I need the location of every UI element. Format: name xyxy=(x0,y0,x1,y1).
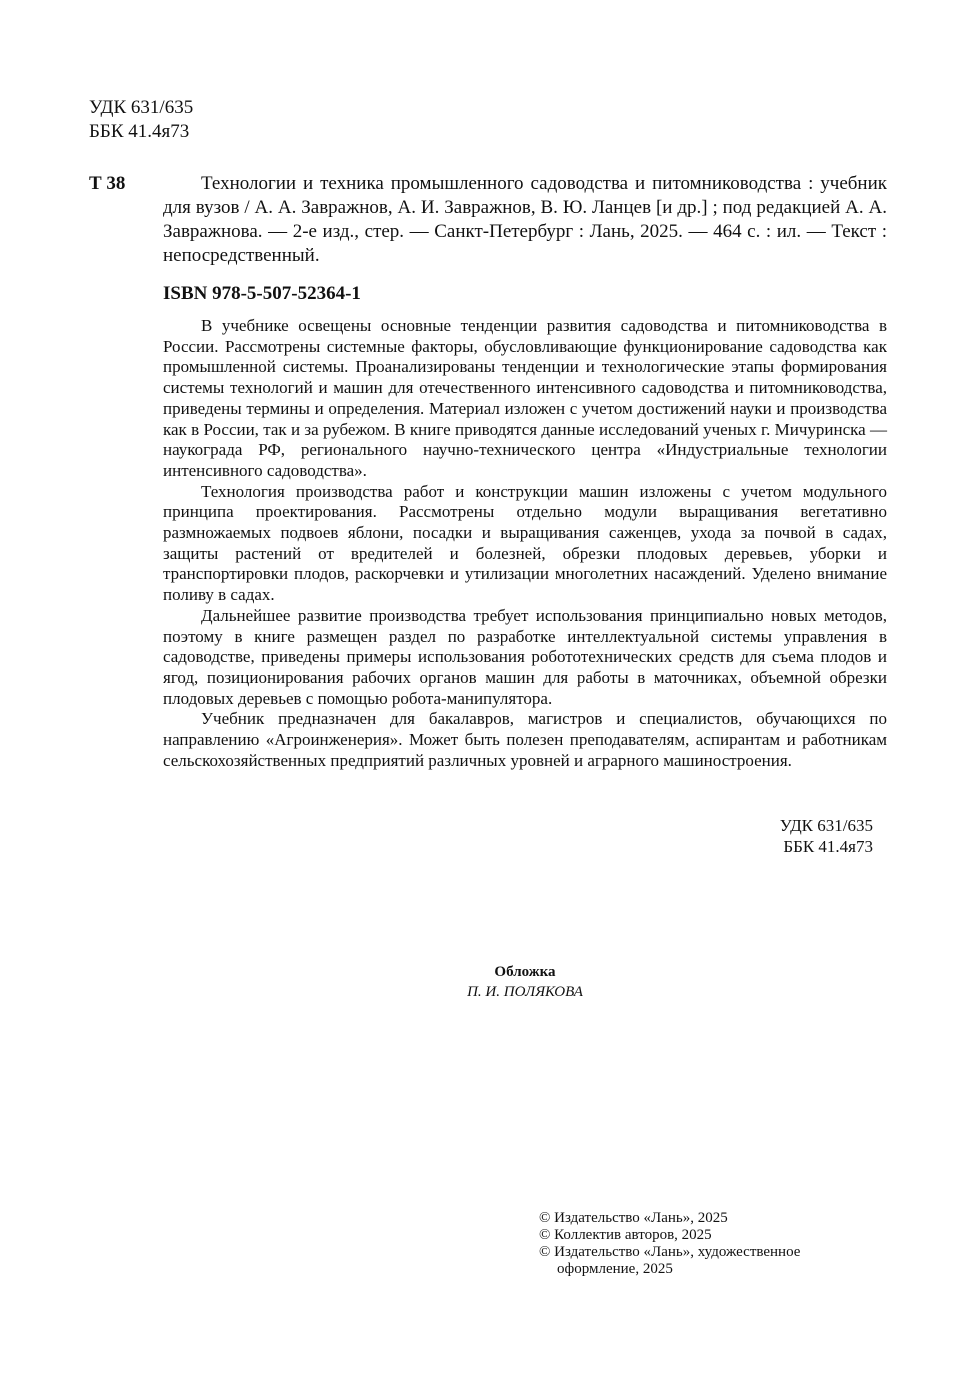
annotation-paragraph: Учебник предназначен для бакалавров, магистров и специалистов, обучающихся по направлению «Агроинженерия». Может быть полезен преподавателям, аспирантам и работникам сельскохозяйственных предприятий различных уровней и аграрного машиностроения. xyxy=(163,709,887,770)
udk-code: УДК 631/635 xyxy=(779,816,873,835)
classification-codes-top xyxy=(89,96,193,144)
copyright-line: © Коллектив авторов, 2025 xyxy=(539,1227,712,1243)
copyright-line: © Издательство «Лань», 2025 xyxy=(539,1210,728,1226)
udk-code: УДК 631/635 xyxy=(89,97,194,118)
annotation-paragraph: Технология производства работ и конструкции машин изложены с учетом модульного принципа проектирования. Рассмотрены отдельно модули выращивания вегетативно размножаемых подвоев яблони, посадки и выращивания саженцев, ухода за почвой в садах, защиты растений от вредителей и болезней, обрезки плодовых деревьев, уборки и транспортировки плодов, раскорчевки и утилизации многолетних насаждений. Уделено внимание поливу в садах. xyxy=(163,481,887,605)
classification-codes-bottom xyxy=(780,815,873,857)
copyright-line: © Издательство «Лань», художественное xyxy=(539,1244,801,1260)
cover-designer: П. И. ПОЛЯКОВА xyxy=(467,984,583,1000)
bbk-code: ББК 41.4я73 xyxy=(783,837,873,856)
bbk-code: ББК 41.4я73 xyxy=(89,121,190,142)
isbn: ISBN 978-5-507-52364-1 xyxy=(163,283,361,304)
bibliographic-description: Технологии и техника промышленного садоводства и питомниководства : учебник для вузов / А. А. Завражнов, А. И. Завражнов, В. Ю. Ланцев [и др.] ; под редакцией А. А. Завражнова. — 2-е изд., стер. — Санкт-Петербург : Лань, 2025. — 464 с. : ил. — Текст : непосредственный. xyxy=(163,173,887,266)
cover-label: Обложка xyxy=(494,964,556,980)
cover-credit xyxy=(0,962,976,1002)
author-mark: Т 38 xyxy=(89,173,126,194)
copyright-line-continuation: оформление, 2025 xyxy=(557,1261,673,1277)
copyright-block xyxy=(539,1210,800,1278)
annotation-paragraph: Дальнейшее развитие производства требует использования принципиально новых методов, поэтому в книге размещен раздел по разработке интеллектуальной системы управления в садоводстве, приведены примеры использования робототехнических средств для съема плодов и ягод, позиционирования рабочих органов машин для работы в маточниках, объемной обрезки плодовых деревьев с помощью робота-манипулятора. xyxy=(163,605,887,708)
annotation xyxy=(163,316,887,771)
annotation-paragraph: В учебнике освещены основные тенденции развития садоводства и питомниководства в России. Рассмотрены системные факторы, обусловливающие функционирование садоводства как промышленной системы. Проанализированы тенденции и технологические этапы формирования системы технологий и машин для отечественного интенсивного садоводства и питомниководства, приведены термины и определения. Материал изложен с учетом достижений науки и производства как в России, так и за рубежом. В книге приводятся данные исследований ученых г. Мичуринска — наукограда РФ, регионального научно-технического центра «Индустриальные технологии интенсивного садоводства». xyxy=(163,316,887,480)
